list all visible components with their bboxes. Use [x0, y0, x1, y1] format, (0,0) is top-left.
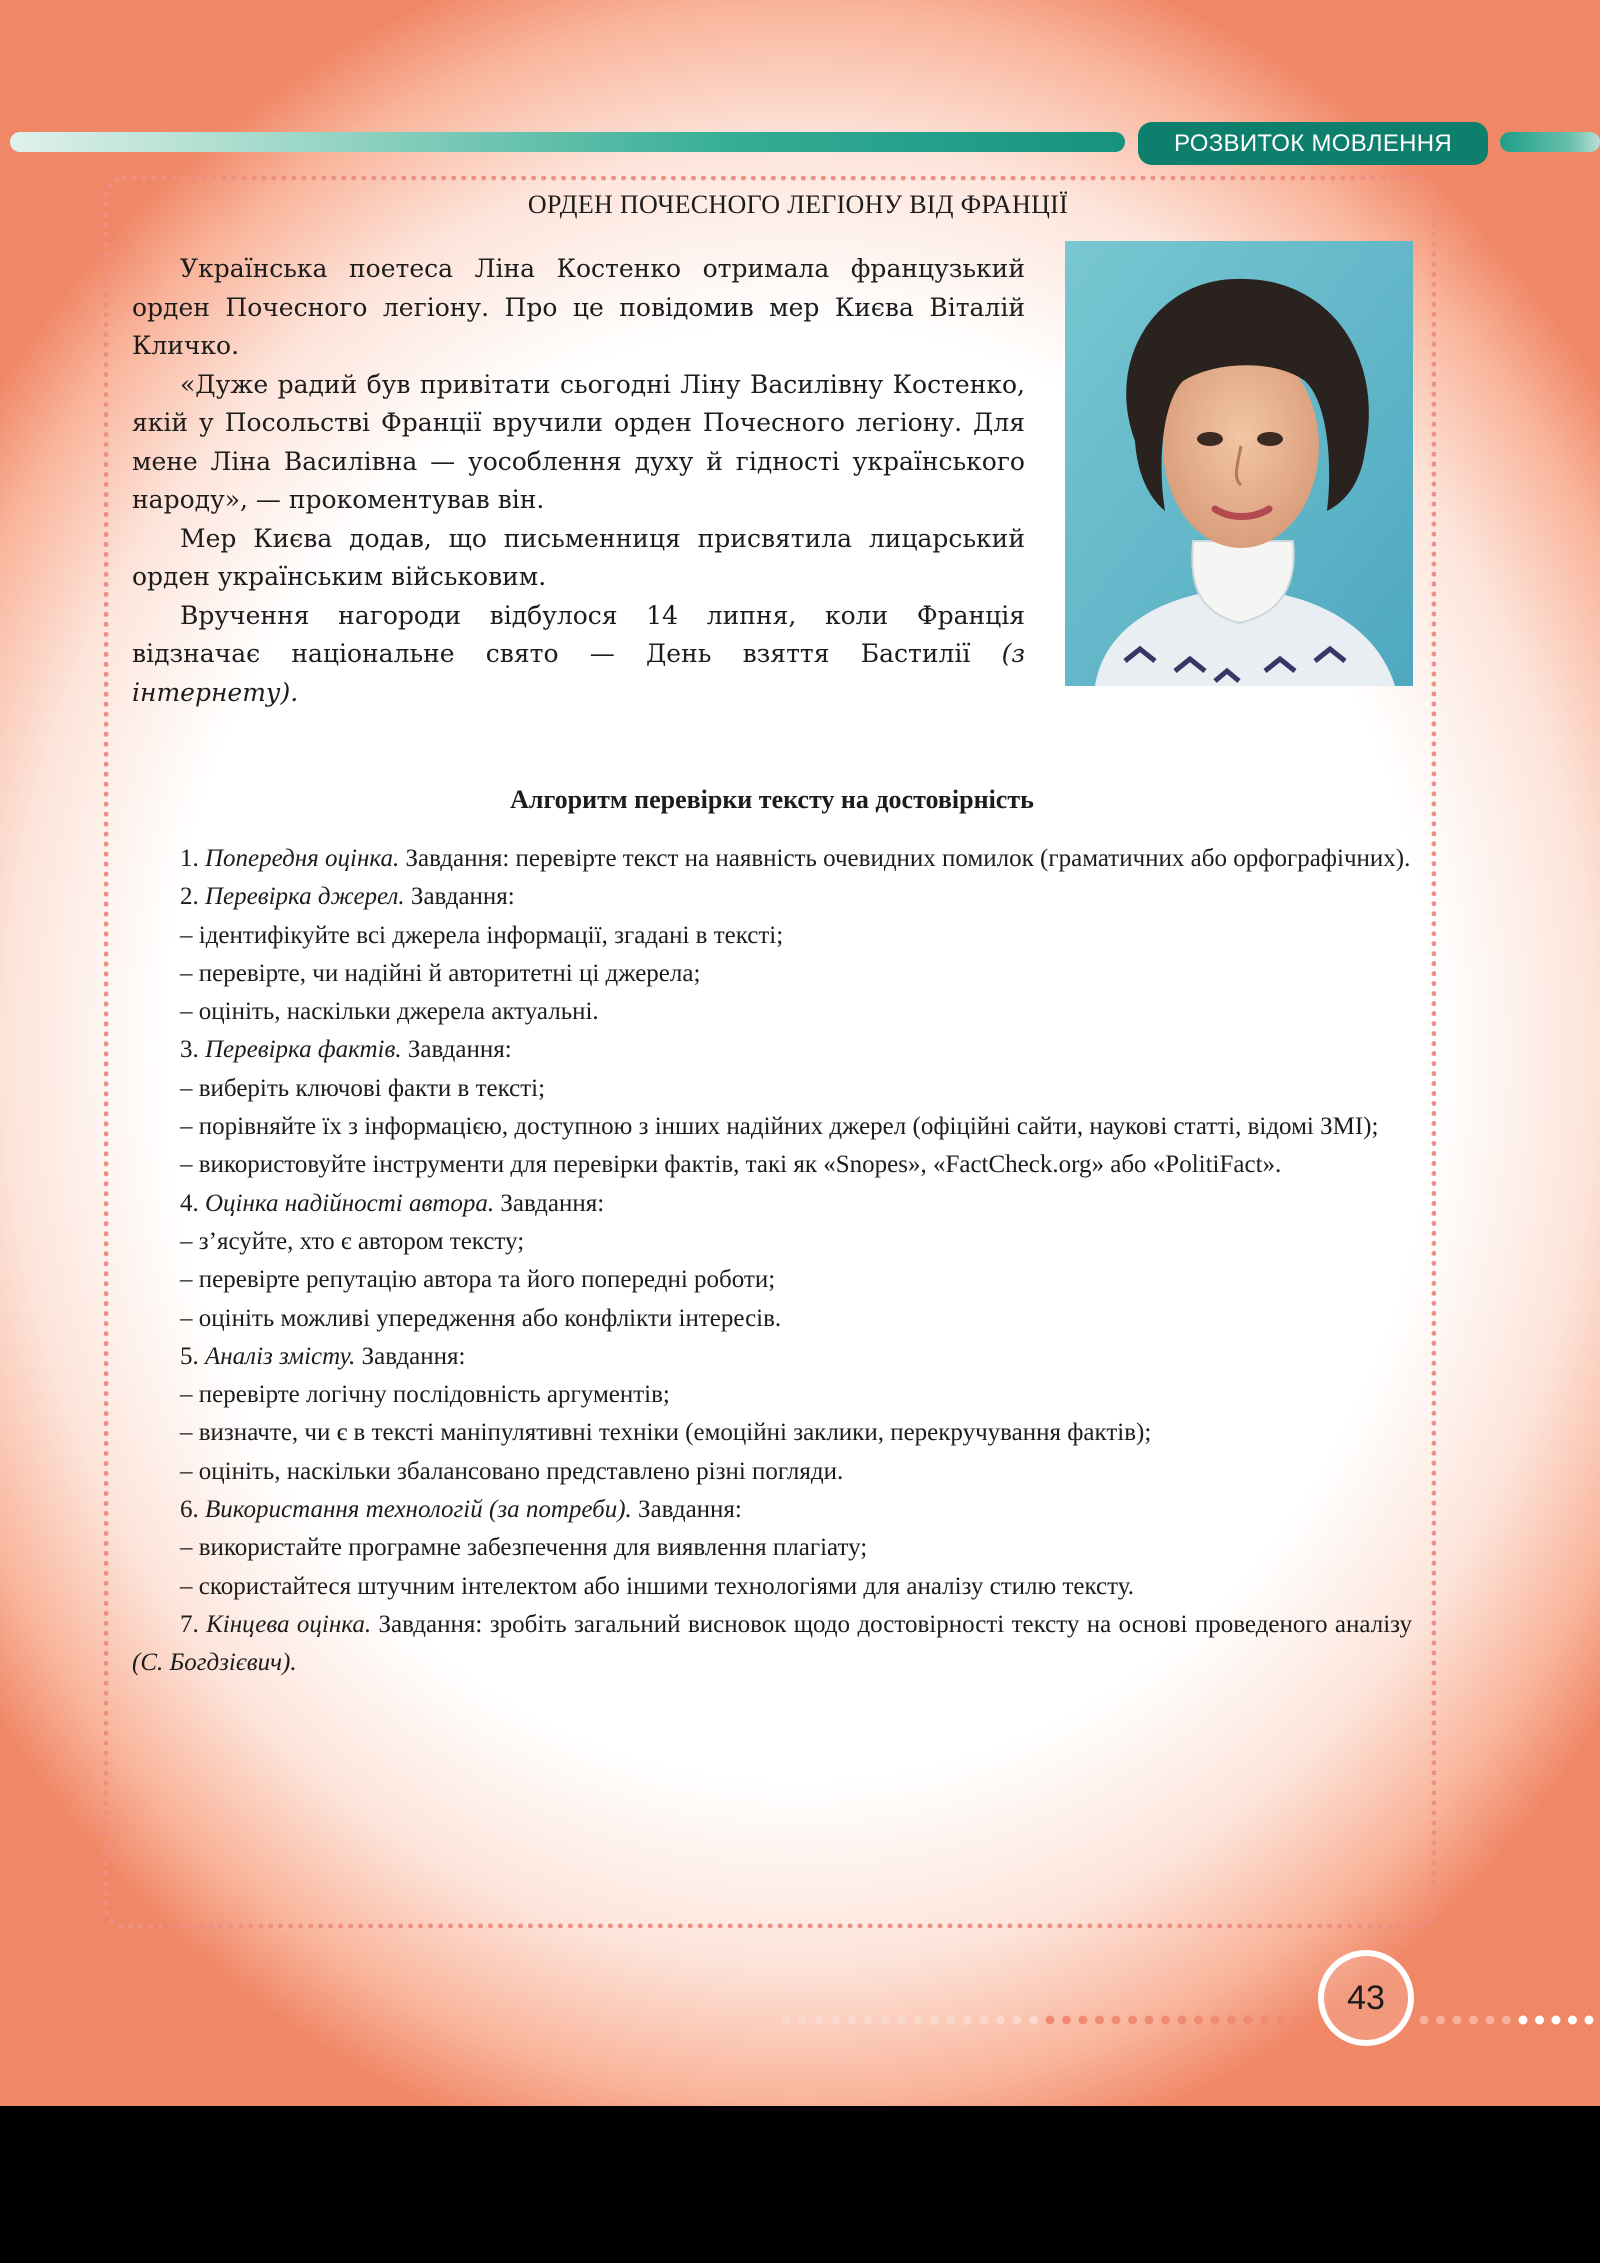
footer-dot	[1095, 2016, 1104, 2025]
step-number: 7.	[180, 1610, 207, 1638]
footer-dot	[1535, 2016, 1544, 2025]
portrait-photo	[1065, 241, 1413, 686]
footer-dot	[848, 2016, 857, 2025]
article-text	[132, 250, 1025, 712]
step-name: Аналіз змісту.	[205, 1342, 356, 1370]
algorithm-list	[132, 840, 1412, 1683]
footer-dots-left	[780, 2014, 1310, 2026]
algorithm-line	[132, 878, 1412, 916]
step-text: Завдання:	[404, 883, 515, 911]
algorithm-line	[132, 993, 1412, 1031]
step-name: Попередня оцінка.	[205, 845, 400, 872]
footer-dot	[1161, 2016, 1170, 2025]
step-text: – оцініть, наскільки джерела актуальні.	[180, 998, 599, 1026]
footer-dot	[1277, 2016, 1286, 2025]
step-name: Використання технологій (за потреби).	[205, 1496, 632, 1524]
step-text: – оцініть, наскільки збалансовано представлено різні погляди.	[180, 1457, 844, 1485]
algorithm-title: Алгоритм перевірки тексту на достовірність	[510, 785, 1034, 814]
step-text: – порівняйте їх з інформацією, доступною з інших надійних джерел (офіційні сайти, наукові статті, відомі ЗМІ);	[180, 1113, 1379, 1141]
step-text: – перевірте логічну послідовність аргументів;	[180, 1381, 670, 1409]
footer-dot	[980, 2016, 989, 2025]
step-text: – використайте програмне забезпечення для виявлення плагіату;	[180, 1534, 868, 1562]
footer-dot	[1453, 2016, 1462, 2025]
footer-dot	[1211, 2016, 1220, 2025]
algorithm-line	[132, 955, 1412, 993]
step-number: 1.	[180, 845, 205, 872]
step-number: 2.	[180, 883, 205, 911]
footer-dot	[1128, 2016, 1137, 2025]
step-name: Перевірка фактів.	[205, 1036, 402, 1064]
footer-dot	[864, 2016, 873, 2025]
step-text: Завдання:	[494, 1189, 605, 1217]
algorithm-line	[132, 1414, 1412, 1452]
step-text: – перевірте репутацію автора та його попередні роботи;	[180, 1266, 776, 1294]
article-title: ОРДЕН ПОЧЕСНОГО ЛЕГІОНУ ВІД ФРАНЦІЇ	[527, 190, 1069, 219]
step-name: Кінцева оцінка.	[206, 1610, 372, 1638]
step-number: 3.	[180, 1036, 205, 1064]
footer-dot	[1552, 2016, 1561, 2025]
footer-dot	[1178, 2016, 1187, 2025]
algorithm-line	[132, 917, 1412, 955]
step-text: – ідентифікуйте всі джерела інформації, згадані в тексті;	[180, 921, 784, 949]
step-text: – перевірте, чи надійні й авторитетні ці джерела;	[180, 959, 701, 987]
footer-dot	[1029, 2016, 1038, 2025]
algorithm-line	[132, 840, 1412, 878]
footer-dot	[1585, 2016, 1594, 2025]
step-text: Завдання:	[631, 1496, 742, 1524]
footer-dot	[914, 2016, 923, 2025]
footer-dot	[1244, 2016, 1253, 2025]
footer-dot	[782, 2016, 791, 2025]
footer-dot	[1013, 2016, 1022, 2025]
header-stripe-right	[1500, 132, 1600, 152]
footer-dot	[1079, 2016, 1088, 2025]
algorithm-line	[132, 1070, 1412, 1108]
footer-dot	[798, 2016, 807, 2025]
algorithm-line	[132, 1261, 1412, 1299]
footer-dot	[1260, 2016, 1269, 2025]
footer-dot	[1112, 2016, 1121, 2025]
algorithm-line	[132, 1146, 1412, 1184]
footer-dot	[815, 2016, 824, 2025]
footer-dot	[831, 2016, 840, 2025]
footer-dot	[1145, 2016, 1154, 2025]
footer-dot	[1293, 2016, 1302, 2025]
step-text: Завдання:	[355, 1342, 466, 1370]
footer-dot	[996, 2016, 1005, 2025]
step-text: – визначте, чи є в тексті маніпулятивні техніки (емоційні заклики, перекручування фактів);	[180, 1419, 1152, 1447]
step-number: 6.	[180, 1496, 205, 1524]
footer-dot	[1469, 2016, 1478, 2025]
step-name: Перевірка джерел.	[205, 883, 405, 911]
step-text: – оцініть можливі упередження або конфлікти інтересів.	[180, 1304, 782, 1332]
section-label: РОЗВИТОК МОВЛЕННЯ	[1138, 122, 1488, 165]
algorithm-line	[132, 1300, 1412, 1338]
step-text: Завдання: перевірте текст на наявність очевидних помилок (граматичних або орфографічних).	[399, 845, 1411, 872]
footer-dot	[881, 2016, 890, 2025]
article-paragraph-3: Мер Києва додав, що письменниця присвятила лицарський орден українським військовим.	[132, 523, 1025, 591]
article-paragraph-2: «Дуже радий був привітати сьогодні Ліну Василівну Костенко, якій у Посольстві Франції вручили орден Почесного легіону. Для мене Ліна Василівна — уособлення духу й гідності українського народу», — прокоментував він.	[132, 369, 1025, 514]
algorithm-line	[132, 1376, 1412, 1414]
step-text: – виберіть ключові факти в тексті;	[180, 1074, 546, 1102]
algorithm-line	[132, 1491, 1412, 1529]
article-paragraph-4-text: Вручення нагороди відбулося 14 липня, коли Франція відзначає національне свято — День взяття Бастилії	[132, 600, 1025, 668]
algorithm-line	[132, 1338, 1412, 1376]
step-text: Завдання: зробіть загальний висновок щодо достовірності тексту на основі проведеного аналізу	[371, 1610, 1412, 1638]
page-number: 43	[1318, 1950, 1414, 2046]
footer-dot	[1046, 2016, 1055, 2025]
article-paragraph-4	[132, 597, 1025, 713]
footer-dot	[1420, 2016, 1429, 2025]
footer-dot	[963, 2016, 972, 2025]
source-note: (з інтернету).	[132, 639, 1025, 707]
footer-dot	[947, 2016, 956, 2025]
footer-dot	[1568, 2016, 1577, 2025]
step-number: 4.	[180, 1189, 205, 1217]
article-paragraph-1: Українська поетеса Ліна Костенко отримала французький орден Почесного легіону. Про це повідомив мер Києва Віталій Кличко.	[132, 254, 1025, 360]
algorithm-line	[132, 1108, 1412, 1146]
footer-dot	[1227, 2016, 1236, 2025]
footer-dot	[1502, 2016, 1511, 2025]
algorithm-line	[132, 1223, 1412, 1261]
algorithm-line	[132, 1031, 1412, 1069]
footer-dot	[897, 2016, 906, 2025]
step-number: 5.	[180, 1342, 205, 1370]
footer-dot	[1062, 2016, 1071, 2025]
algorithm-line	[132, 1185, 1412, 1223]
source-note: (С. Богдзієвич).	[132, 1649, 297, 1677]
step-text: – скористайтеся штучним інтелектом або іншими технологіями для аналізу стилю тексту.	[180, 1572, 1134, 1600]
footer-dot	[1194, 2016, 1203, 2025]
footer-dot	[1519, 2016, 1528, 2025]
algorithm-line	[132, 1606, 1412, 1683]
step-text: – з’ясуйте, хто є автором тексту;	[180, 1227, 525, 1255]
footer-dots-right	[1418, 2014, 1600, 2026]
algorithm-line	[132, 1568, 1412, 1606]
algorithm-line	[132, 1529, 1412, 1567]
step-text: Завдання:	[401, 1036, 512, 1064]
step-name: Оцінка надійності автора.	[205, 1189, 495, 1217]
footer-dot	[1486, 2016, 1495, 2025]
footer-dot	[930, 2016, 939, 2025]
footer-dot	[1436, 2016, 1445, 2025]
algorithm-line	[132, 1453, 1412, 1491]
header-stripe-left	[10, 132, 1125, 152]
step-text: – використовуйте інструменти для перевірки фактів, такі як «Snopes», «FactCheck.org» або «PolitiFact».	[180, 1151, 1282, 1179]
